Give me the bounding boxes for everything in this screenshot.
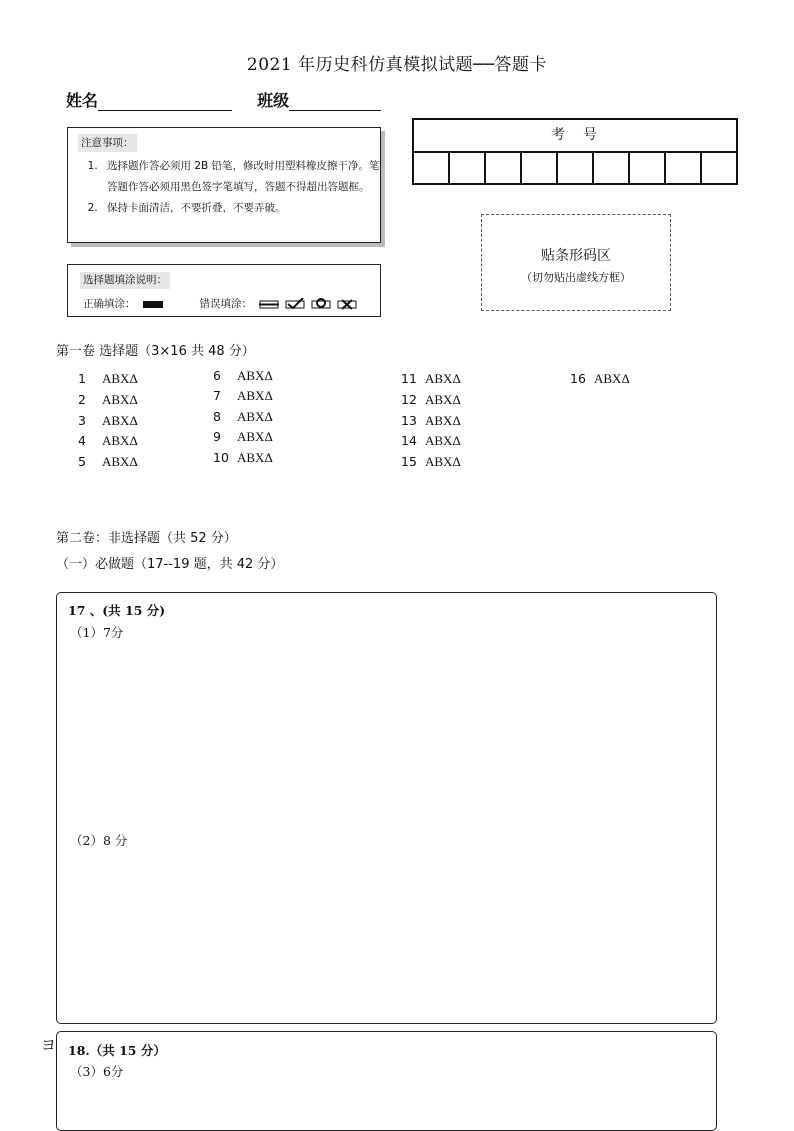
wrong-fill-label: 错误填涂： [199,298,253,310]
exam-number-cell[interactable] [414,153,450,185]
question-item[interactable]: 8 ABXΔ [213,409,273,424]
fill-instructions-heading: 选择题填涂说明： [80,272,170,289]
question-item[interactable]: 16 ABXΔ [570,371,630,386]
class-field[interactable] [289,92,381,111]
question-item[interactable]: 3 ABXΔ [78,413,138,428]
question-item[interactable]: 2 ABXΔ [78,392,138,407]
question-item[interactable]: 4 ABXΔ [78,433,138,448]
q17-part1-label: （1）7分 [70,625,124,640]
page-title: 2021 年历史科仿真模拟试题──答题卡 [246,55,548,75]
student-info-row [66,88,381,111]
name-label: 姓名 [66,91,99,110]
exam-number-cell[interactable] [594,153,630,185]
exam-number-cell[interactable] [486,153,522,185]
question-item[interactable]: 12 ABXΔ [401,392,461,407]
section2-subheading: （一）必做题（17--19 题，共 42 分） [56,557,284,572]
correct-fill-label: 正确填涂： [83,298,136,310]
wrong-fill-examples-icon [259,298,357,310]
question-item[interactable]: 14 ABXΔ [401,433,461,448]
question-item[interactable]: 5 ABXΔ [78,454,138,469]
exam-number-label: 考 号 [414,120,736,153]
q17-part2-label: （2）8 分 [70,833,128,848]
notice-heading: 注意事项： [78,134,137,152]
exam-number-cell[interactable] [450,153,486,185]
q18-title: 18.（共 15 分） [68,1043,166,1058]
exam-number-cell[interactable] [522,153,558,185]
answer-box-q17[interactable] [56,592,717,1024]
side-mark: ヨ [41,1036,57,1054]
barcode-title: 贴条形码区 [541,248,611,264]
exam-number-cell[interactable] [630,153,666,185]
notice-item: 2. 保持卡面清洁，不要折叠，不要弄破。 [101,198,380,219]
question-item[interactable]: 10 ABXΔ [213,450,273,465]
name-field[interactable] [98,92,232,111]
section1-heading: 第一卷 选择题（3×16 共 48 分） [56,344,255,359]
exam-number-cell[interactable] [702,153,736,185]
answer-box-q18[interactable] [56,1031,717,1131]
question-item[interactable]: 13 ABXΔ [401,413,461,428]
exam-number-cell[interactable] [666,153,702,185]
question-item[interactable]: 9 ABXΔ [213,429,273,444]
q18-part1-label: （3）6分 [70,1064,124,1079]
correct-fill-example-icon [143,301,163,308]
section2-heading: 第二卷：非选择题（共 52 分） [56,531,237,546]
fill-instructions-box [67,264,381,317]
exam-number-table [412,118,738,185]
class-label: 班级 [257,91,290,110]
notice-item: 1. 选择题作答必须用 2B 铅笔，修改时用塑料橡皮擦干净。笔答题作答必须用黑色签字笔填写，答题不得超出答题框。 [101,156,380,198]
barcode-area [481,214,671,311]
barcode-note: （切勿贴出虚线方框） [521,271,631,284]
question-item[interactable]: 11 ABXΔ [401,371,461,386]
question-item[interactable]: 15 ABXΔ [401,454,461,469]
question-item[interactable]: 1 ABXΔ [78,371,138,386]
question-item[interactable]: 6 ABXΔ [213,368,273,383]
question-item[interactable]: 7 ABXΔ [213,388,273,403]
notice-box [67,127,381,243]
exam-number-cells [414,153,736,185]
q17-title: 17 、(共 15 分) [68,603,166,618]
exam-number-cell[interactable] [558,153,594,185]
